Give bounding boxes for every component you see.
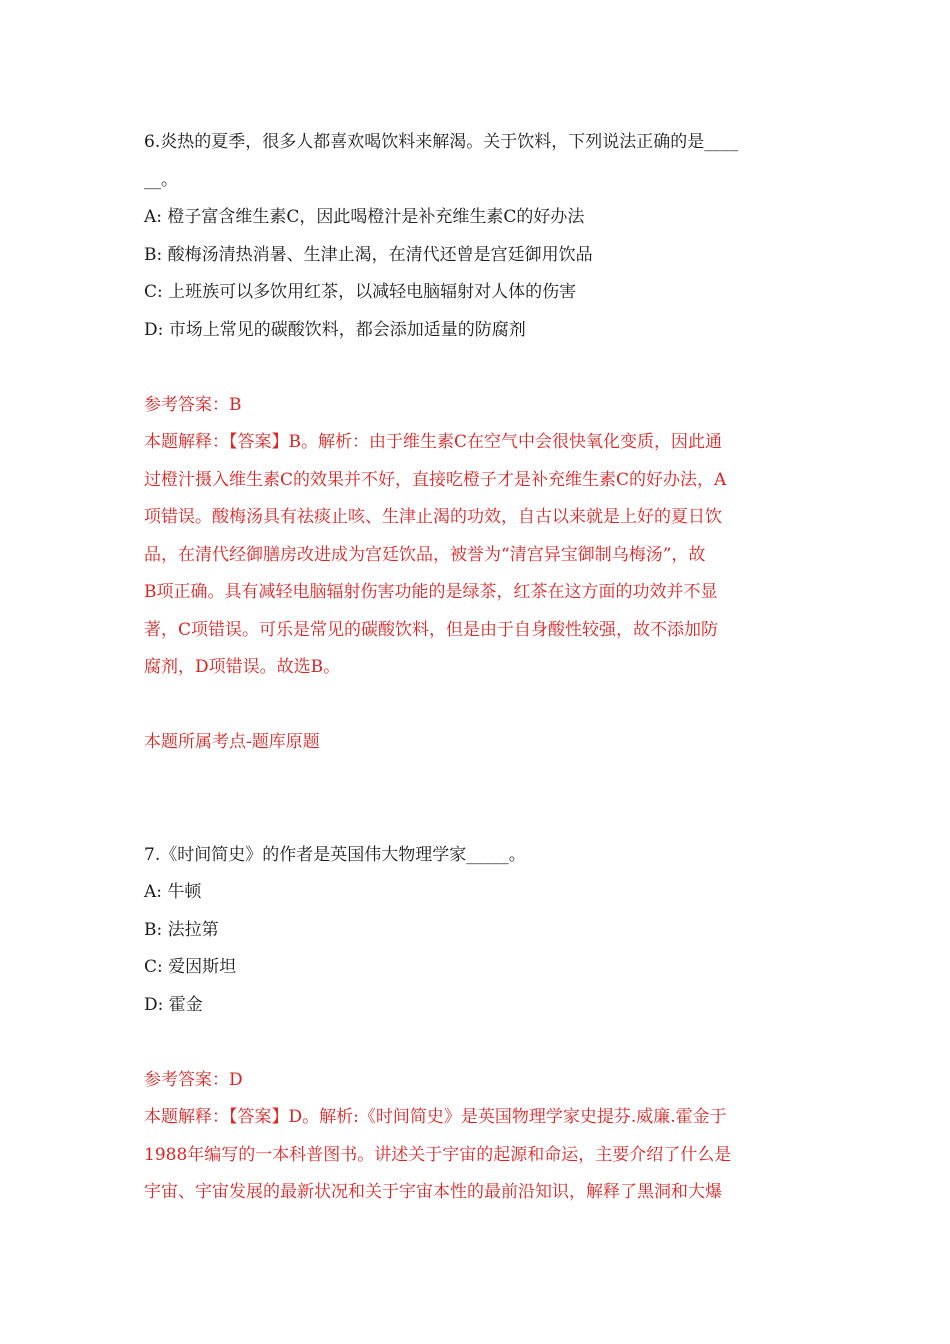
question-7-answer: 参考答案：D [144, 1069, 243, 1090]
question-7-explanation-line-2: 1988年编写的一本科普图书。讲述关于宇宙的起源和命运，主要介绍了什么是 [144, 1144, 732, 1165]
question-7-option-b: B: 法拉第 [144, 919, 219, 940]
question-6-answer-block [144, 387, 809, 687]
question-6-stem-line-2: __。 [144, 169, 178, 190]
question-6-option-c: C: 上班族可以多饮用红茶，以减轻电脑辐射对人体的伤害 [144, 282, 577, 302]
question-7 [144, 837, 809, 1025]
question-6 [144, 124, 809, 349]
question-6-explanation-line-6: 著，C项错误。可乐是常见的碳酸饮料，但是由于自身酸性较强，故不添加防 [144, 619, 719, 640]
question-6-explanation-line-7: 腐剂，D项错误。故选B。 [144, 657, 341, 677]
question-7-option-a: A: 牛顿 [144, 882, 202, 902]
question-6-explanation-line-2: 过橙汁摄入维生素C的效果并不好，直接吃橙子才是补充维生素C的好办法，A [144, 469, 727, 490]
question-6-explanation-line-4: 品，在清代经御膳房改进成为宫廷饮品，被誉为“清宫异宝御制乌梅汤”，故 [144, 544, 706, 565]
question-6-answer: 参考答案：B [144, 394, 242, 415]
question-6-option-d: D: 市场上常见的碳酸饮料，都会添加适量的防腐剂 [144, 319, 526, 340]
question-6-explanation-line-1: 本题解释：【答案】B。解析：由于维生素C在空气中会很快氧化变质，因此通 [144, 432, 722, 452]
question-6-explanation-line-3: 项错误。酸梅汤具有祛痰止咳、生津止渴的功效，自古以来就是上好的夏日饮 [144, 507, 722, 527]
question-6-option-a: A: 橙子富含维生素C，因此喝橙汁是补充维生素C的好办法 [144, 207, 585, 227]
document-page [144, 124, 809, 1212]
question-7-option-d: D: 霍金 [144, 994, 203, 1015]
question-7-answer-block [144, 1062, 809, 1212]
question-7-explanation-line-1: 本题解释：【答案】D。解析:《时间简史》是英国物理学家史提芬.威廉.霍金于 [144, 1107, 727, 1127]
question-6-option-b: B: 酸梅汤清热消暑、生津止渴，在清代还曾是宫廷御用饮品 [144, 244, 593, 265]
question-6-explanation-line-5: B项正确。具有减轻电脑辐射伤害功能的是绿茶，红茶在这方面的功效并不显 [144, 582, 718, 602]
question-6-topic: 本题所属考点-题库原题 [144, 732, 320, 752]
question-7-explanation-line-3: 宇宙、宇宙发展的最新状况和关于宇宙本性的最前沿知识，解释了黑洞和大爆 [144, 1182, 722, 1202]
question-6-stem-line-1: 6.炎热的夏季，很多人都喜欢喝饮料来解渴。关于饮料，下列说法正确的是____ [144, 132, 739, 152]
question-7-stem: 7.《时间简史》的作者是英国伟大物理学家_____。 [144, 844, 526, 865]
question-7-option-c: C: 爱因斯坦 [144, 957, 237, 977]
